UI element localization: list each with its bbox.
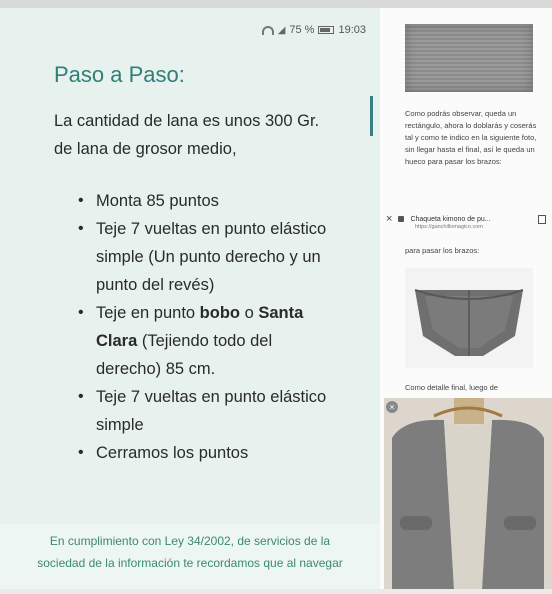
caption-3: Como detalle final, luego de xyxy=(405,383,498,392)
list-item: • Teje 7 vueltas en punto elástico simple (Un punto derecho y un punto del revés) xyxy=(78,215,328,299)
browser-url: https://ganchillomagico.com xyxy=(415,224,483,230)
phone-screenshot-left xyxy=(0,8,380,589)
caption-2: para pasar los brazos: xyxy=(405,246,480,255)
status-bar xyxy=(262,24,366,36)
page-title: Paso a Paso: xyxy=(54,62,185,87)
image-top-strip xyxy=(0,0,552,8)
list-item: • Teje en punto bobo o Santa Clara (Tejiendo todo del derecho) 85 cm. xyxy=(78,299,328,383)
folded-sweater-image xyxy=(405,268,533,368)
browser-title: Chaqueta kimono de pu... xyxy=(410,215,491,223)
status-time: 19:03 xyxy=(338,24,366,36)
wifi-icon xyxy=(262,26,274,35)
battery-percent: 75 % xyxy=(289,24,315,36)
close-icon[interactable]: × xyxy=(386,213,393,225)
finished-cardigan-image xyxy=(384,398,552,589)
scroll-indicator xyxy=(370,96,373,136)
close-circle-icon[interactable]: × xyxy=(386,401,398,413)
caption-1: Como podrás observar, queda un rectángulo, ahora lo doblarás y coserás tal y como te indico en la siguiente foto, sin llegar hasta el final, así le queda un hueco para pasar los brazos: xyxy=(405,109,537,166)
steps-list xyxy=(78,187,328,467)
knitted-rectangle-image xyxy=(405,24,533,92)
cookie-notice-line-2: sociedad de la información te recordamos que al navegar xyxy=(37,556,343,570)
list-item: • Cerramos los puntos xyxy=(78,439,328,467)
list-item: • Monta 85 puntos xyxy=(78,187,328,215)
lock-icon xyxy=(398,216,404,222)
list-item: • Teje 7 vueltas en punto elástico simple xyxy=(78,383,328,439)
cookie-notice xyxy=(0,524,380,589)
intro-paragraph: La cantidad de lana es unos 300 Gr. de lana de grosor medio, xyxy=(54,112,320,158)
signal-icon: ◢ xyxy=(277,24,286,36)
bookmark-icon[interactable] xyxy=(538,215,546,224)
cookie-notice-line-1: En cumplimiento con Ley 34/2002, de servicios de la xyxy=(49,534,331,548)
battery-icon xyxy=(318,26,334,34)
